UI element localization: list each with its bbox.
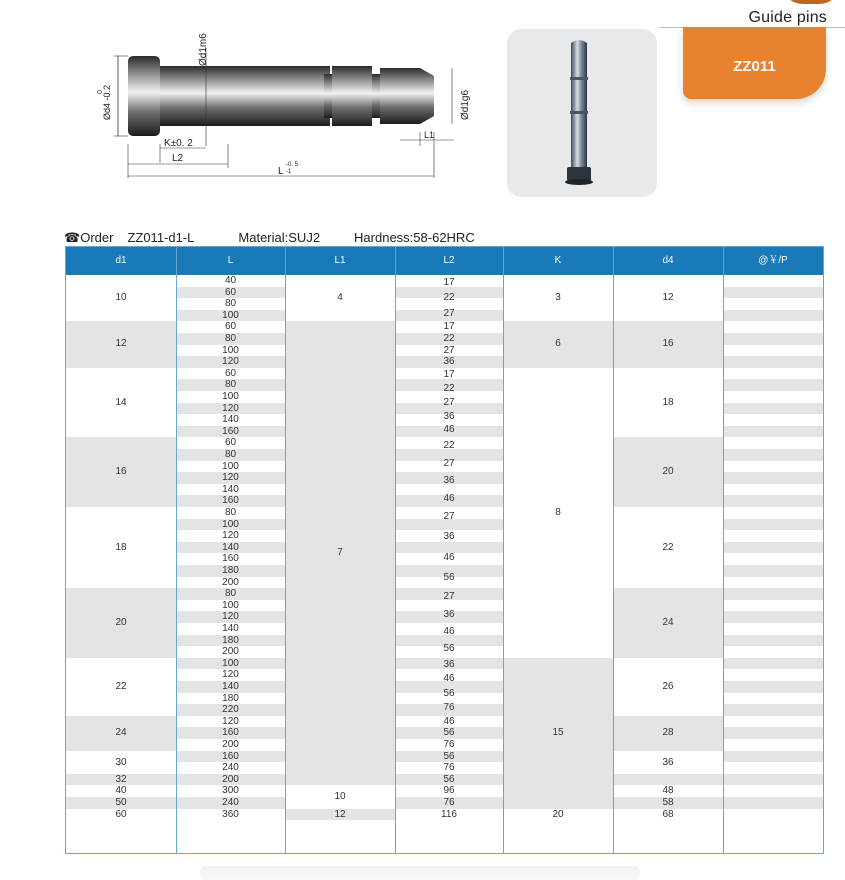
pin-chamfer: [420, 68, 434, 124]
l1-cell: 4: [337, 292, 343, 303]
price-row-band: [723, 774, 823, 786]
l2-cell: 56: [443, 750, 455, 762]
l2-cell: 17: [443, 368, 455, 380]
footer-decoration: [200, 866, 640, 880]
l-cell: 120: [222, 356, 239, 368]
l-cell: 40: [224, 275, 237, 286]
col-header: @￥/P: [723, 247, 823, 275]
price-row-band: [723, 426, 823, 438]
l1-label: L1: [424, 130, 435, 140]
l2-cell: 46: [443, 424, 455, 436]
l-cell: 100: [222, 460, 239, 472]
l-cell: 80: [224, 379, 237, 391]
l-cell: 180: [222, 565, 239, 576]
k-cell: 3: [555, 292, 561, 303]
price-row-band: [723, 310, 823, 322]
l-cell: 360: [222, 808, 239, 820]
l2-cell: 36: [443, 410, 455, 422]
d4-cell: 48: [662, 785, 674, 797]
price-row-band: [723, 333, 823, 345]
header-decoration: [781, 0, 841, 4]
l2-cell: 17: [443, 277, 455, 288]
l-cell: 100: [222, 599, 239, 611]
d4-cell: 12: [662, 292, 674, 303]
l2-cell: 27: [443, 591, 455, 603]
l2-cell: 46: [443, 626, 455, 637]
l-cell: 120: [222, 402, 239, 414]
l2-cell: 27: [443, 457, 455, 469]
l2-cell: 27: [443, 344, 455, 356]
phone-icon: ☎: [64, 230, 81, 245]
row-band: [613, 774, 723, 786]
order-prefix: Order: [80, 230, 114, 245]
l-cell: 140: [222, 541, 239, 553]
col-header: K: [503, 247, 613, 275]
l2-cell: 36: [443, 658, 455, 670]
d1-cell: 60: [115, 808, 127, 820]
l2-cell: 27: [443, 396, 455, 408]
l-cell: 160: [222, 425, 239, 437]
l2-cell: 56: [443, 643, 455, 655]
l-cell: 240: [222, 762, 239, 774]
l-cell: 200: [222, 739, 239, 750]
l-cell: 160: [222, 727, 239, 739]
col-header: d4: [613, 247, 723, 275]
product-code-badge: [683, 27, 826, 99]
d1-cell: 12: [115, 338, 127, 350]
l-cell: 120: [222, 611, 239, 623]
price-row-band: [723, 287, 823, 299]
l2-cell: 56: [443, 727, 455, 739]
d4-cell: 68: [662, 808, 674, 820]
l-tol-label: -0. 5: [286, 162, 299, 168]
l-cell: 60: [224, 321, 237, 333]
d4-cell: 26: [662, 680, 674, 692]
l2-cell: 76: [443, 797, 455, 808]
l-cell: 140: [222, 483, 239, 495]
l-cell: 80: [224, 507, 237, 518]
price-row-band: [723, 751, 823, 763]
price-row-band: [723, 658, 823, 670]
d1-cell: 22: [115, 680, 127, 692]
col-header: d1: [66, 247, 176, 275]
l2-cell: 56: [443, 571, 455, 583]
d4-cell: 18: [662, 396, 674, 408]
l-cell: 60: [224, 286, 237, 298]
l-cell: 160: [222, 553, 239, 565]
pin-head: [128, 56, 160, 136]
l2-cell: 56: [443, 773, 455, 785]
l-cell: 120: [222, 715, 239, 727]
l-cell: 300: [222, 785, 239, 797]
price-row-band: [723, 797, 823, 809]
k-cell: 8: [555, 506, 561, 518]
l2-cell: 36: [443, 356, 455, 368]
pin-groove-1: [324, 74, 332, 118]
l2-cell: 17: [443, 321, 455, 333]
l-cell: 180: [222, 634, 239, 646]
l2-cell: 22: [443, 333, 455, 344]
l2-cell: 22: [443, 382, 455, 394]
k-cell: 6: [503, 321, 613, 367]
l-cell: 80: [224, 333, 237, 344]
d4-tol-zero: 0: [97, 90, 104, 94]
d1-cell: 50: [115, 797, 127, 808]
d1-cell: 10: [115, 292, 127, 303]
d1-cell: 18: [115, 542, 127, 553]
l-cell: 100: [222, 657, 239, 669]
l-cell: 80: [224, 588, 237, 600]
l2-cell: 46: [443, 715, 455, 727]
l2-cell: 36: [443, 475, 455, 487]
k-label: K±0. 2: [164, 138, 193, 149]
l2-cell: 96: [443, 785, 455, 797]
col-header: L1: [285, 247, 395, 275]
l2-cell: 36: [443, 608, 455, 620]
l-cell: 140: [222, 681, 239, 692]
l2-cell: 22: [443, 440, 455, 452]
l1-cell: 10: [334, 791, 346, 803]
l-cell: 240: [222, 797, 239, 808]
column-divider: [176, 247, 177, 853]
l-cell: 80: [224, 449, 237, 460]
pin-groove-2: [372, 74, 380, 118]
l2-cell: 116: [441, 808, 457, 820]
l-cell: 200: [222, 576, 239, 588]
col-header: L2: [395, 247, 503, 275]
pin-body: [160, 66, 330, 126]
price-row-band: [723, 519, 823, 531]
l-cell: 120: [222, 669, 239, 681]
l-cell: 200: [222, 773, 239, 785]
l2-cell: 76: [443, 702, 455, 714]
hardness-spec: Hardness:58-62HRC: [354, 230, 475, 245]
l-cell: 140: [222, 623, 239, 634]
order-info: [64, 230, 475, 246]
d1g6-label: Ød1g6: [460, 89, 471, 120]
d4-cell: 28: [662, 726, 674, 738]
d1-cell: 40: [115, 785, 127, 797]
d1-cell: 20: [115, 617, 127, 629]
l2-cell: 76: [443, 762, 455, 774]
material-spec: Material:SUJ2: [238, 230, 321, 245]
l-cell: 120: [222, 530, 239, 542]
l2-label: L2: [172, 153, 184, 164]
d1-cell: 30: [115, 756, 127, 768]
pin-tip: [380, 68, 420, 124]
price-row-band: [723, 449, 823, 461]
d4-tol-label: Ød4 -0.2: [102, 84, 112, 120]
l-cell: 80: [224, 298, 237, 310]
l-cell: 140: [222, 414, 239, 426]
price-row-band: [723, 704, 823, 716]
column-divider: [285, 247, 286, 853]
price-row-band: [723, 588, 823, 600]
l-cell: 160: [222, 750, 239, 762]
l1-cell: 7: [285, 321, 395, 785]
l2-cell: 27: [443, 511, 455, 522]
guide-pin-image: [507, 29, 657, 197]
d4-cell: 36: [662, 756, 674, 768]
d1-cell: 14: [115, 396, 127, 408]
price-row-band: [723, 611, 823, 623]
l-tol2-label: -1: [286, 169, 292, 175]
column-divider: [395, 247, 396, 853]
l-cell: 100: [222, 518, 239, 530]
column-divider: [503, 247, 504, 853]
column-divider: [613, 247, 614, 853]
l2-cell: 46: [443, 492, 455, 504]
d4-cell: 16: [662, 338, 674, 350]
l2-cell: 46: [443, 673, 455, 685]
l-cell: 100: [222, 391, 239, 402]
d4-cell: 24: [662, 617, 674, 629]
l-cell: 100: [222, 344, 239, 356]
order-code: ZZ011-d1-L: [127, 230, 195, 245]
k-cell: 15: [503, 658, 613, 809]
column-divider: [723, 247, 724, 853]
price-row-band: [723, 495, 823, 507]
l2-cell: 46: [443, 551, 455, 563]
l-cell: 160: [222, 495, 239, 507]
price-row-band: [723, 542, 823, 554]
l-cell: 60: [224, 367, 237, 379]
l-cell: 100: [222, 309, 239, 321]
l-cell: 120: [222, 472, 239, 484]
d4-cell: 20: [662, 466, 674, 478]
product-code: ZZ011: [733, 58, 776, 75]
l2-cell: 27: [443, 307, 455, 319]
price-row-band: [723, 403, 823, 415]
l2-cell: 56: [443, 687, 455, 699]
l2-cell: 36: [443, 531, 455, 543]
price-row-band: [723, 681, 823, 693]
d4-cell: 22: [662, 542, 674, 553]
price-row-band: [723, 472, 823, 484]
product-photo: [507, 29, 657, 197]
d1-cell: 32: [115, 773, 127, 785]
d1-cell: 24: [115, 726, 127, 738]
price-row-band: [723, 565, 823, 577]
l-cell: 60: [224, 437, 237, 449]
l-cell: 200: [222, 646, 239, 658]
l-cell: 220: [222, 704, 239, 716]
d1m6-label: Ød1m6: [198, 33, 209, 66]
technical-drawing: [88, 28, 488, 188]
price-row-band: [723, 727, 823, 739]
price-row-band: [723, 379, 823, 391]
l1-cell: 12: [285, 809, 395, 821]
col-header: L: [176, 247, 285, 275]
category-title: Guide pins: [748, 9, 827, 26]
k-cell: 20: [552, 808, 564, 820]
l-cell: 180: [222, 692, 239, 704]
l-label: L: [278, 166, 284, 177]
d1-cell: 16: [115, 466, 127, 478]
spec-table: [65, 246, 824, 854]
l2-cell: 22: [443, 292, 455, 304]
price-row-band: [723, 356, 823, 368]
l2-cell: 76: [443, 739, 455, 750]
price-row-band: [723, 635, 823, 647]
pin-section: [332, 66, 372, 126]
d4-cell: 58: [662, 797, 674, 808]
